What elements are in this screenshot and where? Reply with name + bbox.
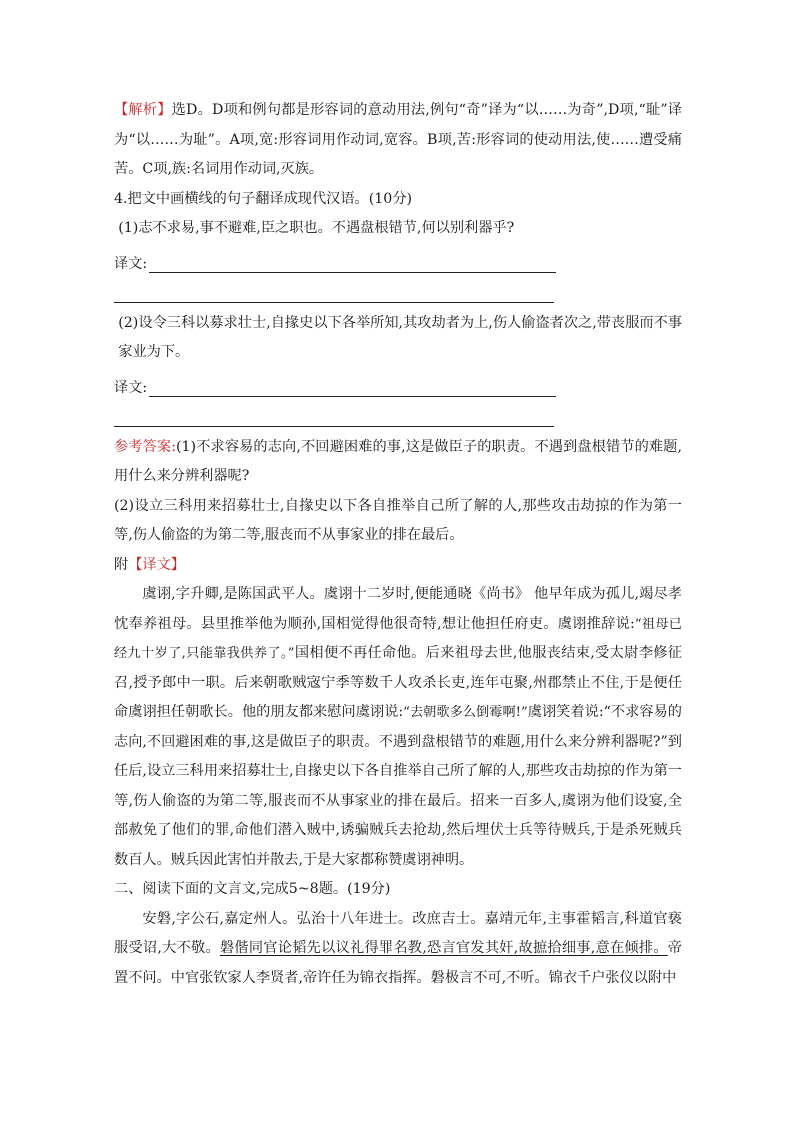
question-4-sentence-2: (2)设令三科以募求壮士,自掾史以下各举所知,其攻劫者为上,伤人偷盗者次之,带丧服而不事家业为下。 — [118, 314, 682, 360]
translation-label: 译文: — [114, 256, 148, 272]
translation-text-a: 虞诩,字升卿,是陈国武平人。虞诩十二岁时,便能通晓《尚书》 他早年成为孤儿,竭尽孝忱奉养祖母。县里推举他为顺孙,国相觉得他很奇特,想让他担任府吏。虞诩推辞说: — [114, 586, 682, 632]
answer-1-text: (1)不求容易的志向,不回避困难的事,这是做臣子的职责。不遇到盘根错节的难题,用什么来分辨利器呢? — [114, 438, 682, 484]
translation-tag: 【译文】 — [128, 556, 185, 573]
section-2-heading: 二、阅读下面的文言文,完成5~8题。(19分) — [114, 881, 391, 897]
answer-2: (2)设立三科用来招募壮士,自掾史以下各自推举自己所了解的人,那些攻击劫掠的作为第一等,伤人偷盗的为第二等,服丧而不从事家业的排在最后。 — [114, 497, 682, 543]
translation-blank-1 — [114, 244, 682, 274]
translation-prefix: 附 — [114, 556, 129, 573]
translation-blank-1b — [114, 273, 682, 303]
translation-label: 译文: — [114, 380, 148, 396]
analysis-text: 选D。D项和例句都是形容词的意动用法,例句“奇”译为“以……为奇”,D项,“耻”译为“以……为耻”。A项,宽:形容词用作动词,宽容。B项,苦:形容词的使动用法,使……遭受痛苦。C项,族:名词用作动词,灭族。 — [114, 102, 682, 177]
translation-blank-2b — [114, 397, 682, 427]
answer-tag: 参考答案: — [114, 438, 176, 455]
translation-paragraph — [114, 580, 682, 875]
passage-text-b: 帝置不问。中官张钦家人李贤者,帝许任为锦衣指挥。磐极言不可,不听。锦衣千户张仪以附中 — [114, 940, 682, 986]
translation-quote-1: “祖母已经九十岁了,只能靠我供养了。” — [114, 616, 682, 661]
answer-1 — [114, 433, 682, 492]
passage-underlined-sentence: 磐偕同官论韬先以议礼得罪名教,恐言官发其奸,故摭拾细事,意在倾排。 — [219, 940, 668, 956]
translation-quote-2: “去朝歌多么倒霉啊!” — [403, 705, 528, 720]
analysis-paragraph — [114, 96, 682, 185]
translation-blank-2 — [114, 368, 682, 398]
answer-line[interactable] — [149, 252, 556, 273]
answer-line[interactable] — [114, 282, 554, 303]
question-4-sentence-1: (1)志不求易,事不避难,臣之职也。不遇盘根错节,何以别利器乎? — [118, 220, 515, 236]
analysis-tag: 【解析】 — [114, 102, 172, 118]
answer-line[interactable] — [114, 406, 554, 427]
translation-text-b: 国相便不再任命他。后来祖母去世,他服丧结束,受太尉李修征召,授予郎中一职。后来朝歌贼宼宁季等数千人攻杀长吏,连年屯聚,州郡禁止不住,于是便任命虞诩担任朝歌长。他的朋友都来慰问虞诩说: — [114, 645, 682, 720]
passage-paragraph — [114, 905, 682, 994]
translation-text-c: 虞诩笑着说:“不求容易的志向,不回避困难的事,这是做臣子的职责。不遇到盘根错节的难题,用什么来分辨利器呢?”到任后,设立三科用来招募壮士,自掾史以下各自推举自己所了解的人,那些攻击劫掠的作为第一等,伤人偷盗的为第二等,服丧而不从事家业的排在最后。招来一百多人,虞诩为他们设宴,全部赦免了他们的罪,命他们潜入贼中,诱骗贼兵去抢劫,然后埋伏士兵等待贼兵,于是杀死贼兵数百人。贼兵因此害怕并散去,于是大家都称赞虞诩神明。 — [114, 704, 682, 868]
question-4-stem: 4.把文中画横线的句子翻译成现代汉语。(10分) — [114, 190, 413, 207]
document-page — [114, 96, 682, 993]
answer-line[interactable] — [149, 376, 556, 397]
translation-heading — [114, 551, 682, 581]
passage-text-a: 安磐,字公石,嘉定州人。弘治十八年进士。改庶吉士。嘉靖元年,主事霍韬言,科道官亵服受诏,大不敬。 — [114, 910, 682, 956]
